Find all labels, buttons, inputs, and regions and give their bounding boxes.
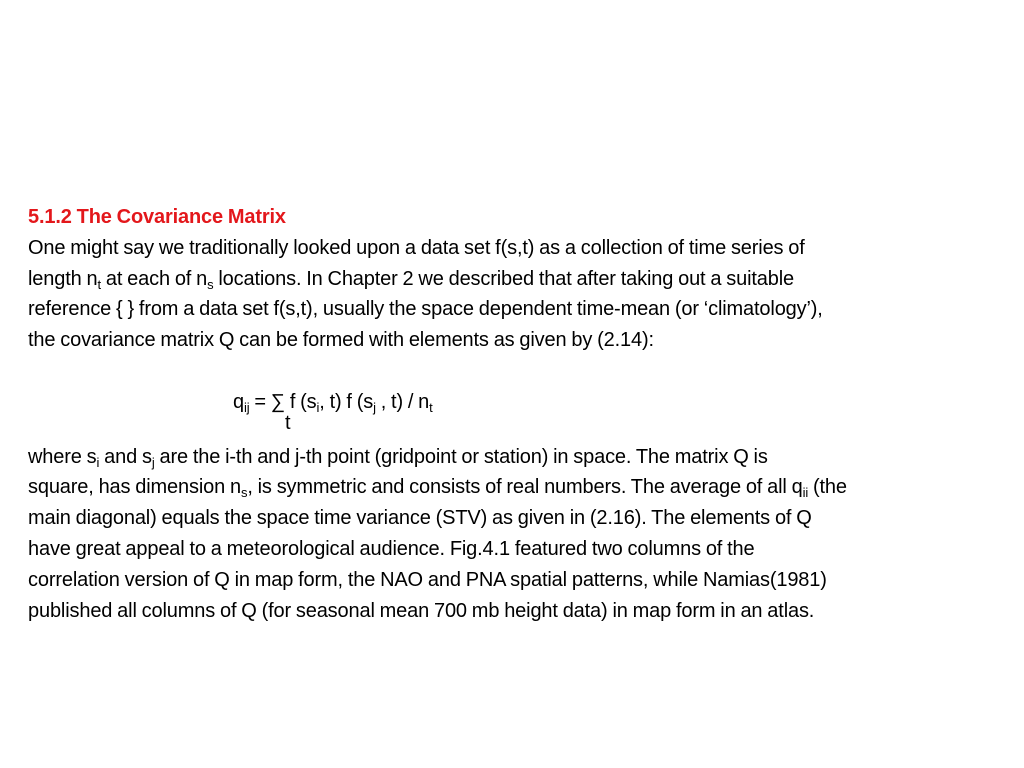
- para2-line-4-text: have great appeal to a meteorological audience. Fig.4.1 featured two columns of the: [28, 537, 755, 560]
- formula-part-2: , t) f (s: [319, 390, 374, 413]
- para2-line-1-text-c: are the i-th and j-th point (gridpoint or station) in space. The matrix Q is: [154, 445, 768, 468]
- para1-line-1: [28, 233, 1018, 264]
- para2-line-2-text-a: square, has dimension n: [28, 476, 241, 499]
- section-heading: 5.1.2 The Covariance Matrix: [28, 206, 286, 228]
- formula-sum-index: t: [285, 411, 291, 434]
- slide-body: [28, 202, 1018, 626]
- para2-line-5: [28, 565, 1018, 596]
- para2-line-5-text: correlation version of Q in map form, the NAO and PNA spatial patterns, while Namias(1981): [28, 568, 827, 591]
- para2-line-6: [28, 596, 1018, 627]
- blank-line: [28, 356, 1018, 387]
- para2-line-6-text: published all columns of Q (for seasonal mean 700 mb height data) in map form in an atlas.: [28, 599, 815, 622]
- subscript-t: t: [97, 276, 101, 292]
- para1-line-3-text: reference { } from a data set f(s,t), usually the space dependent time-mean (or ‘climatology’),: [28, 298, 823, 321]
- para2-line-3: [28, 503, 1018, 534]
- para1-line-3: [28, 294, 1018, 325]
- para2-line-1-text-b: and s: [99, 445, 152, 468]
- para1-line-2-text-a: length n: [28, 267, 98, 290]
- para2-line-3-text: main diagonal) equals the space time variance (STV) as given in (2.16). The elements of Q: [28, 507, 812, 530]
- para2-line-1: [28, 442, 1018, 473]
- para2-line-2: [28, 472, 1018, 503]
- formula-q: q: [233, 390, 244, 413]
- subscript-i: i: [96, 454, 100, 470]
- para2-line-4: [28, 534, 1018, 565]
- para1-line-4: [28, 325, 1018, 356]
- formula-sub-i: i: [316, 399, 320, 415]
- para1-line-4-text: the covariance matrix Q can be formed with elements as given by (2.14):: [28, 329, 654, 352]
- formula-sub-t: t: [429, 399, 433, 415]
- subscript-s-2: s: [240, 485, 248, 501]
- para1-line-2-text-b: at each of n: [100, 267, 208, 290]
- para2-line-1-text-a: where s: [28, 445, 97, 468]
- formula-part-3: , t) / n: [375, 390, 430, 413]
- subscript-j: j: [151, 454, 155, 470]
- para2-line-2-text-c: (the: [808, 476, 847, 499]
- para2-line-2-text-b: , is symmetric and consists of real numbers. The average of all q: [247, 476, 803, 499]
- formula-part-1: = ∑ f (s: [249, 390, 317, 413]
- formula-sub-ij: ij: [243, 399, 250, 415]
- formula-sub-j: j: [373, 399, 376, 415]
- subscript-ii: ii: [802, 485, 809, 501]
- para1-line-2: [28, 264, 1018, 295]
- para1-line-2-text-c: locations. In Chapter 2 we described that after taking out a suitable: [213, 267, 794, 290]
- para1-line-1-text: One might say we traditionally looked upon a data set f(s,t) as a collection of time series of: [28, 236, 805, 259]
- subscript-s: s: [207, 276, 214, 292]
